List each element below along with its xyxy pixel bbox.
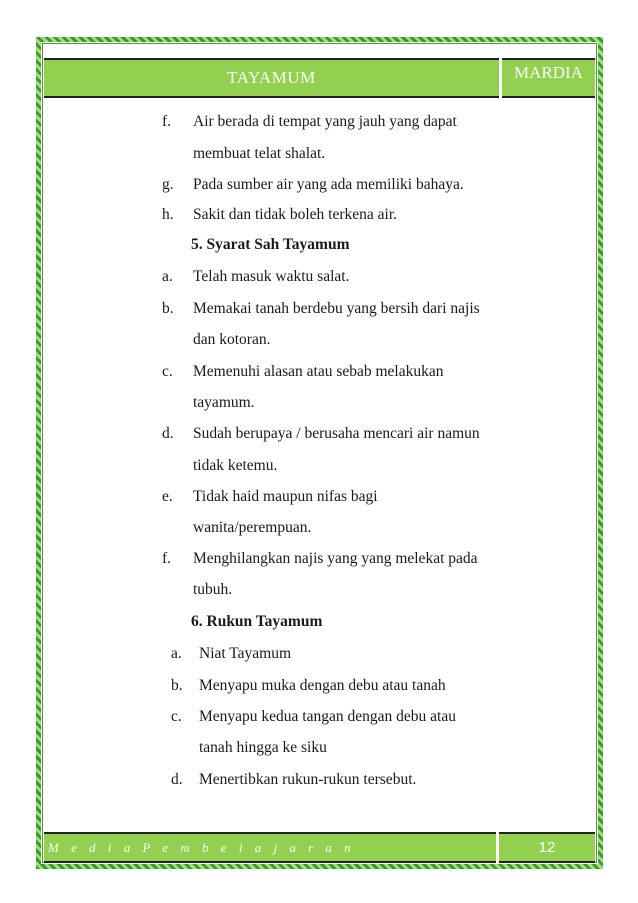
list-item-label: b. — [162, 300, 174, 317]
list-item-text: tubuh. — [193, 581, 233, 598]
list-item-text: dan kotoran. — [193, 331, 271, 348]
list-item-text: Air berada di tempat yang jauh yang dapat — [193, 113, 457, 130]
list-item-text: Memakai tanah berdebu yang bersih dari najis — [193, 300, 480, 317]
list-item-text: tayamum. — [193, 394, 255, 411]
list-item-text: Tidak haid maupun nifas bagi — [193, 488, 378, 505]
list-item-label: b. — [171, 677, 183, 694]
list-item-text: Menertibkan rukun-rukun tersebut. — [199, 771, 417, 788]
list-item-label: d. — [171, 771, 183, 788]
list-item-text: tanah hingga ke siku — [199, 739, 327, 756]
section-heading-text: 5. Syarat Sah Tayamum — [191, 236, 350, 253]
footer-label: M e d i a P e m b e l a j a r a n — [48, 840, 356, 855]
list-item-label: c. — [162, 363, 173, 380]
list-item-label: a. — [171, 645, 182, 662]
list-item-label: f. — [162, 113, 172, 130]
list-item-text: Menyapu kedua tangan dengan debu atau — [199, 708, 456, 725]
list-item-text: Menghilangkan najis yang yang melekat pada — [193, 550, 478, 567]
list-item-text: Menyapu muka dengan debu atau tanah — [199, 677, 446, 694]
header-title: TAYAMUM — [227, 68, 316, 87]
list-item-text: Telah masuk waktu salat. — [193, 268, 350, 285]
list-item-label: e. — [162, 488, 173, 505]
list-item-text: Pada sumber air yang ada memiliki bahaya. — [193, 176, 464, 193]
list-item-text: wanita/perempuan. — [193, 519, 312, 536]
header-author: MARDIA — [514, 63, 583, 82]
list-item-text: Sakit dan tidak boleh terkena air. — [193, 206, 398, 223]
list-item-text: Memenuhi alasan atau sebab melakukan — [193, 363, 444, 380]
section-heading-text: 6. Rukun Tayamum — [191, 613, 323, 630]
list-item-text: tidak ketemu. — [193, 457, 278, 474]
page-number: 12 — [538, 839, 556, 856]
list-item-text: Sudah berupaya / berusaha mencari air namun — [193, 425, 480, 442]
list-item-label: a. — [162, 268, 173, 285]
list-item-text: Niat Tayamum — [199, 645, 292, 662]
list-item-label: h. — [162, 206, 174, 223]
list-item-label: c. — [171, 708, 182, 725]
list-item-label: f. — [162, 550, 172, 567]
list-item-label: g. — [162, 176, 174, 193]
list-item-text: membuat telat shalat. — [193, 145, 326, 162]
list-item-label: d. — [162, 425, 174, 442]
